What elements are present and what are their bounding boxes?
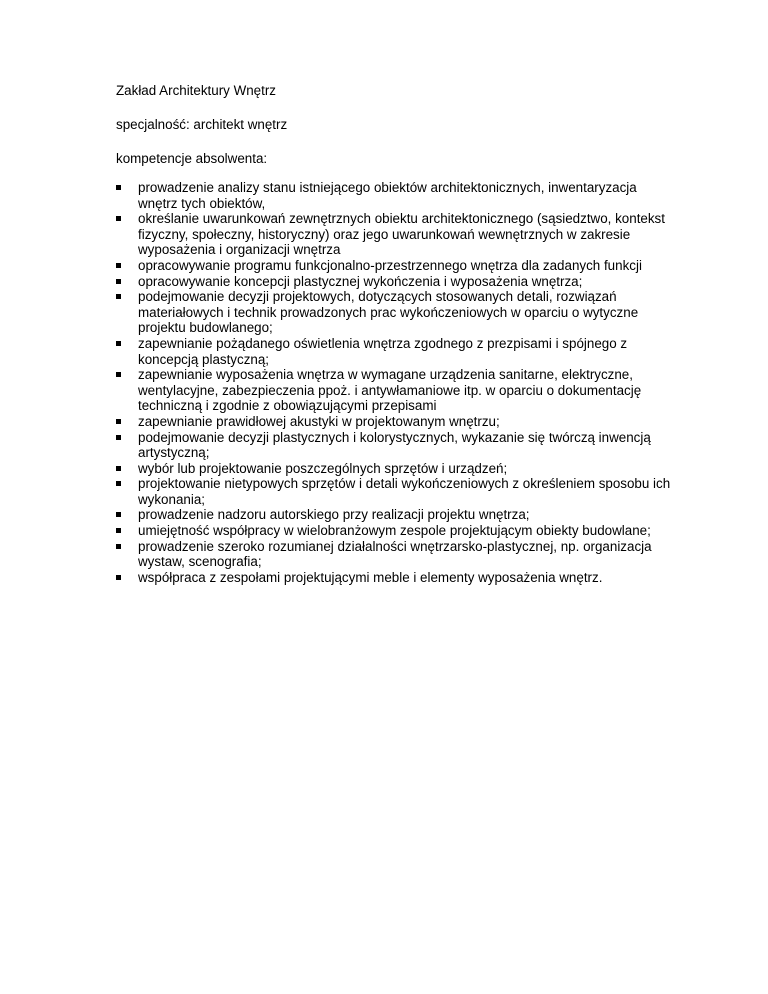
department-title: Zakład Architektury Wnętrz <box>116 83 276 98</box>
list-item-text: prowadzenie analizy stanu istniejącego obiektów architektonicznych, inwentaryzacja wnętrz tych obiektów, <box>138 180 637 211</box>
square-bullet-icon <box>116 481 121 486</box>
list-item-text: współpraca z zespołami projektującymi meble i elementy wyposażenia wnętrz. <box>138 569 603 585</box>
list-item-text: zapewnianie pożądanego oświetlenia wnętrza zgodnego z prezpisami i spójnego z koncepcją plastyczną; <box>138 335 628 367</box>
list-item-text: wybór lub projektowanie poszczególnych sprzętów i urządzeń; <box>138 460 508 476</box>
list-item-text: prowadzenie nadzoru autorskiego przy realizacji projektu wnętrza; <box>138 507 530 523</box>
list-item-text: podejmowanie decyzji plastycznych i kolorystycznych, wykazanie się twórczą inwencją artystyczną; <box>138 429 651 461</box>
list-item-text: opracowywanie programu funkcjonalno-przestrzennego wnętrza dla zadanych funkcji <box>138 257 642 273</box>
list-item-text: zapewnianie wyposażenia wnętrza w wymagane urządzenia sanitarne, elektryczne, wentylacyjne, zabezpieczenia ppoż. i antywłamaniowe itp. w oparciu o dokumentację techniczną i zgodnie z obowiązującymi przepisami <box>138 367 642 414</box>
list-item <box>116 461 676 477</box>
list-item <box>116 274 676 290</box>
list-item-text: podejmowanie decyzji projektowych, dotyczących stosowanych detali, rozwiązań materiałowych i technik prowadzonych prac wykończeniowych w oparciu o wytyczne projektu budowlanego; <box>138 289 639 336</box>
square-bullet-icon <box>116 372 121 377</box>
list-item-text: projektowanie nietypowych sprzętów i detali wykończeniowych z określeniem sposobu ich wykonania; <box>138 476 671 507</box>
list-item <box>116 414 676 430</box>
list-item <box>116 430 676 461</box>
square-bullet-icon <box>116 512 121 517</box>
list-item <box>116 476 676 507</box>
list-item <box>116 258 676 274</box>
list-item <box>116 180 676 211</box>
list-item <box>116 539 676 570</box>
list-item-text: umiejętność współpracy w wielobranżowym zespole projektującym obiekty budowlane; <box>138 523 651 539</box>
list-item <box>116 507 676 523</box>
specialization-line: specjalność: architekt wnętrz <box>116 117 288 132</box>
square-bullet-icon <box>116 466 121 471</box>
square-bullet-icon <box>116 435 121 440</box>
square-bullet-icon <box>116 419 121 424</box>
competences-heading: kompetencje absolwenta: <box>116 151 268 166</box>
square-bullet-icon <box>116 279 121 284</box>
list-item-text: zapewnianie prawidłowej akustyki w projektowanym wnętrzu; <box>138 413 500 429</box>
square-bullet-icon <box>116 216 121 221</box>
square-bullet-icon <box>116 185 121 190</box>
square-bullet-icon <box>116 294 121 299</box>
square-bullet-icon <box>116 544 121 549</box>
list-item-text: prowadzenie szeroko rozumianej działalności wnętrzarsko-plastycznej, np. organizacja wystaw, scenografia; <box>138 538 652 570</box>
square-bullet-icon <box>116 263 121 268</box>
list-item <box>116 289 676 336</box>
list-item <box>116 211 676 258</box>
competences-list <box>116 180 676 585</box>
list-item <box>116 367 676 414</box>
list-item-text: opracowywanie koncepcji plastycznej wykończenia i wyposażenia wnętrza; <box>138 273 583 289</box>
list-item <box>116 523 676 539</box>
square-bullet-icon <box>116 341 121 346</box>
list-item <box>116 570 676 586</box>
square-bullet-icon <box>116 528 121 533</box>
square-bullet-icon <box>116 575 121 580</box>
list-item <box>116 336 676 367</box>
list-item-text: określanie uwarunkowań zewnętrznych obiektu architektonicznego (sąsiedztwo, kontekst fizyczny, społeczny, historyczny) oraz jego uwarunkowań wewnętrznych w zakresie wyposażenia i organizacji wnętrza <box>138 211 665 258</box>
